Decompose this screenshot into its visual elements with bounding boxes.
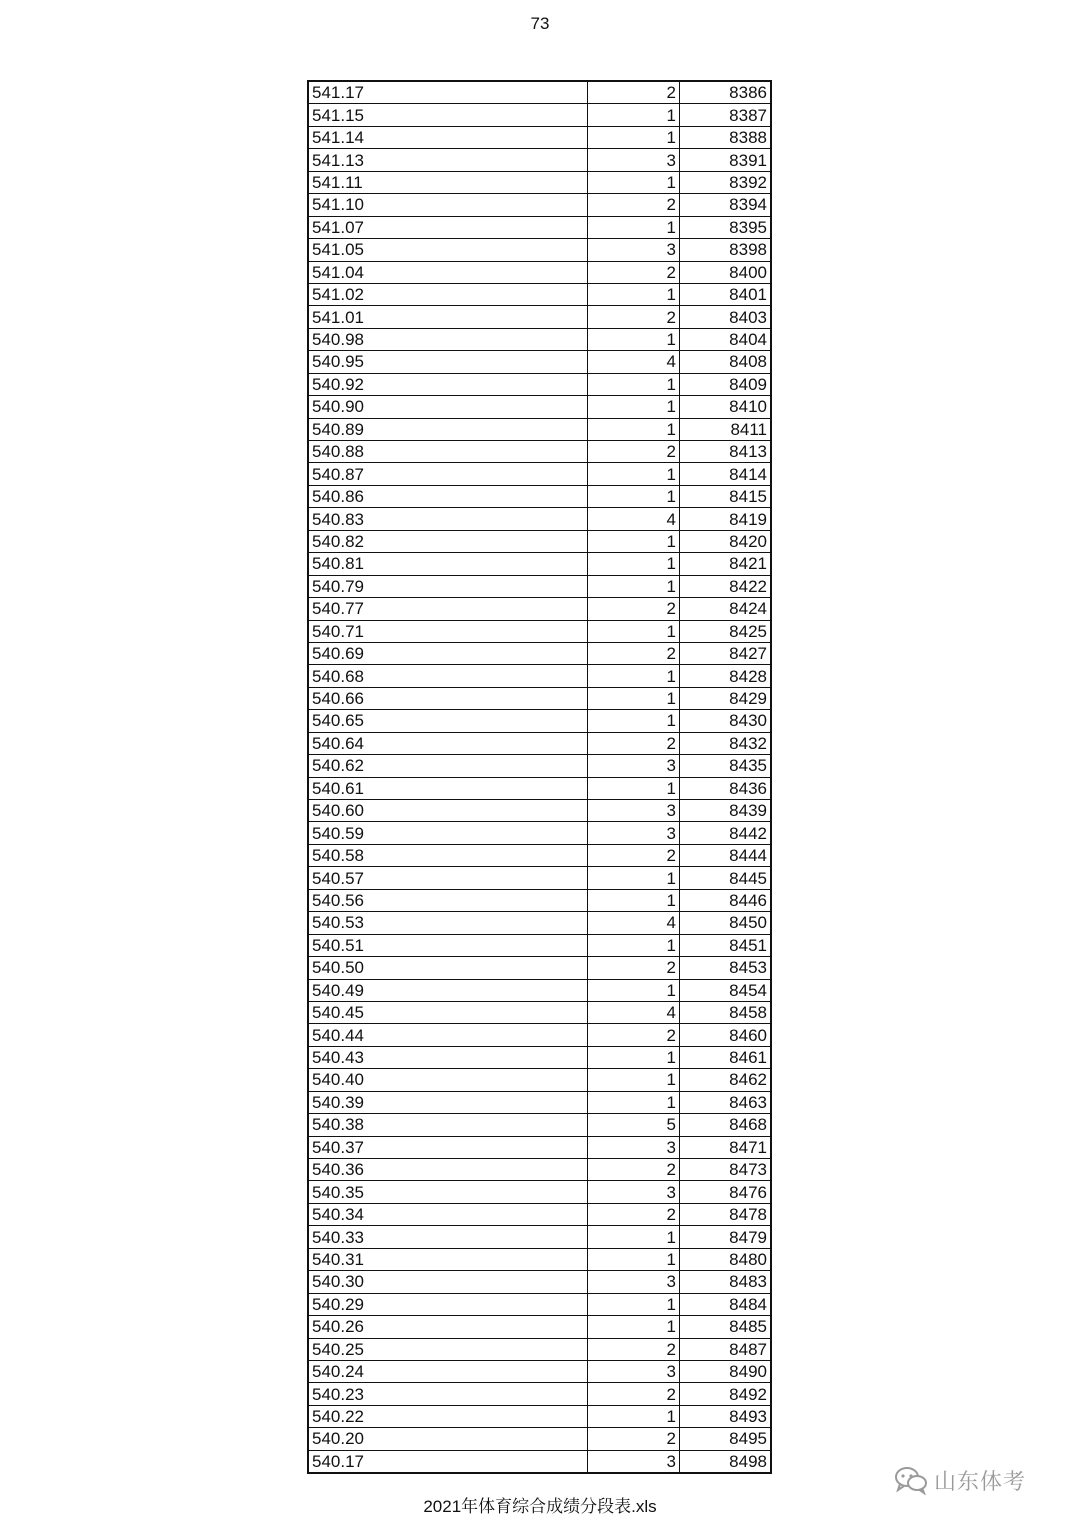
count-cell: 1	[588, 104, 680, 126]
cumulative-cell: 8394	[680, 194, 772, 216]
cumulative-cell: 8391	[680, 149, 772, 171]
count-cell: 1	[588, 1226, 680, 1248]
cumulative-cell: 8421	[680, 553, 772, 575]
score-cell: 540.24	[308, 1360, 588, 1382]
table-row	[308, 979, 771, 1001]
cumulative-cell: 8442	[680, 822, 772, 844]
cumulative-cell: 8446	[680, 889, 772, 911]
count-cell: 1	[588, 530, 680, 552]
table-row	[308, 1136, 771, 1158]
cumulative-cell: 8478	[680, 1203, 772, 1225]
cumulative-cell: 8398	[680, 239, 772, 261]
score-cell: 541.15	[308, 104, 588, 126]
score-cell: 540.33	[308, 1226, 588, 1248]
cumulative-cell: 8471	[680, 1136, 772, 1158]
cumulative-cell: 8403	[680, 306, 772, 328]
table-row	[308, 957, 771, 979]
count-cell: 2	[588, 306, 680, 328]
score-cell: 540.77	[308, 598, 588, 620]
score-cell: 540.61	[308, 777, 588, 799]
cumulative-cell: 8430	[680, 710, 772, 732]
count-cell: 4	[588, 1001, 680, 1023]
cumulative-cell: 8404	[680, 328, 772, 350]
cumulative-cell: 8468	[680, 1114, 772, 1136]
score-cell: 540.36	[308, 1159, 588, 1181]
cumulative-cell: 8463	[680, 1091, 772, 1113]
cumulative-cell: 8476	[680, 1181, 772, 1203]
table-row	[308, 104, 771, 126]
cumulative-cell: 8454	[680, 979, 772, 1001]
count-cell: 4	[588, 351, 680, 373]
cumulative-cell: 8461	[680, 1046, 772, 1068]
count-cell: 3	[588, 1136, 680, 1158]
table-row	[308, 351, 771, 373]
count-cell: 1	[588, 171, 680, 193]
score-cell: 540.87	[308, 463, 588, 485]
count-cell: 1	[588, 396, 680, 418]
score-cell: 540.59	[308, 822, 588, 844]
score-cell: 540.22	[308, 1405, 588, 1427]
table-row	[308, 239, 771, 261]
score-cell: 540.37	[308, 1136, 588, 1158]
score-cell: 540.71	[308, 620, 588, 642]
cumulative-cell: 8462	[680, 1069, 772, 1091]
score-cell: 540.88	[308, 441, 588, 463]
table-row	[308, 800, 771, 822]
cumulative-cell: 8444	[680, 844, 772, 866]
cumulative-cell: 8473	[680, 1159, 772, 1181]
table-row	[308, 283, 771, 305]
count-cell: 3	[588, 239, 680, 261]
score-cell: 541.02	[308, 283, 588, 305]
table-row	[308, 171, 771, 193]
cumulative-cell: 8420	[680, 530, 772, 552]
count-cell: 2	[588, 1383, 680, 1405]
cumulative-cell: 8410	[680, 396, 772, 418]
score-cell: 540.90	[308, 396, 588, 418]
table-row	[308, 194, 771, 216]
table-row	[308, 1428, 771, 1450]
cumulative-cell: 8483	[680, 1271, 772, 1293]
table-row	[308, 441, 771, 463]
score-cell: 540.68	[308, 665, 588, 687]
count-cell: 1	[588, 867, 680, 889]
table-row	[308, 642, 771, 664]
count-cell: 1	[588, 777, 680, 799]
count-cell: 2	[588, 844, 680, 866]
cumulative-cell: 8419	[680, 508, 772, 530]
score-cell: 541.05	[308, 239, 588, 261]
count-cell: 1	[588, 553, 680, 575]
count-cell: 1	[588, 283, 680, 305]
cumulative-cell: 8411	[680, 418, 772, 440]
count-cell: 3	[588, 822, 680, 844]
count-cell: 3	[588, 1271, 680, 1293]
cumulative-cell: 8422	[680, 575, 772, 597]
table-row	[308, 732, 771, 754]
table-row	[308, 755, 771, 777]
score-cell: 540.98	[308, 328, 588, 350]
cumulative-cell: 8413	[680, 441, 772, 463]
table-row	[308, 687, 771, 709]
table-row	[308, 485, 771, 507]
count-cell: 1	[588, 328, 680, 350]
score-cell: 540.30	[308, 1271, 588, 1293]
cumulative-cell: 8492	[680, 1383, 772, 1405]
count-cell: 1	[588, 1069, 680, 1091]
table-row	[308, 126, 771, 148]
cumulative-cell: 8436	[680, 777, 772, 799]
count-cell: 2	[588, 194, 680, 216]
score-cell: 540.89	[308, 418, 588, 440]
score-cell: 540.51	[308, 934, 588, 956]
cumulative-cell: 8495	[680, 1428, 772, 1450]
count-cell: 3	[588, 755, 680, 777]
table-row	[308, 463, 771, 485]
score-cell: 541.11	[308, 171, 588, 193]
count-cell: 2	[588, 81, 680, 104]
cumulative-cell: 8460	[680, 1024, 772, 1046]
table-row	[308, 822, 771, 844]
count-cell: 1	[588, 485, 680, 507]
count-cell: 1	[588, 463, 680, 485]
cumulative-cell: 8425	[680, 620, 772, 642]
count-cell: 1	[588, 1293, 680, 1315]
table-row	[308, 934, 771, 956]
score-cell: 540.44	[308, 1024, 588, 1046]
score-cell: 540.23	[308, 1383, 588, 1405]
table-row	[308, 1181, 771, 1203]
table-row	[308, 1024, 771, 1046]
table-row	[308, 1159, 771, 1181]
cumulative-cell: 8435	[680, 755, 772, 777]
cumulative-cell: 8485	[680, 1316, 772, 1338]
cumulative-cell: 8401	[680, 283, 772, 305]
score-cell: 541.04	[308, 261, 588, 283]
score-cell: 540.82	[308, 530, 588, 552]
score-cell: 540.29	[308, 1293, 588, 1315]
count-cell: 1	[588, 1405, 680, 1427]
table-row	[308, 1091, 771, 1113]
score-cell: 540.50	[308, 957, 588, 979]
count-cell: 2	[588, 1428, 680, 1450]
score-cell: 540.25	[308, 1338, 588, 1360]
count-cell: 2	[588, 441, 680, 463]
table-row	[308, 1338, 771, 1360]
cumulative-cell: 8388	[680, 126, 772, 148]
count-cell: 2	[588, 732, 680, 754]
count-cell: 1	[588, 575, 680, 597]
cumulative-cell: 8408	[680, 351, 772, 373]
footer-filename: 2021年体育综合成绩分段表.xls	[423, 1497, 657, 1516]
score-cell: 541.13	[308, 149, 588, 171]
score-cell: 540.45	[308, 1001, 588, 1023]
table-row	[308, 418, 771, 440]
table-row	[308, 620, 771, 642]
table-row	[308, 912, 771, 934]
table-row	[308, 216, 771, 238]
score-cell: 540.57	[308, 867, 588, 889]
score-cell: 540.83	[308, 508, 588, 530]
score-cell: 540.56	[308, 889, 588, 911]
count-cell: 2	[588, 598, 680, 620]
cumulative-cell: 8487	[680, 1338, 772, 1360]
count-cell: 2	[588, 1024, 680, 1046]
count-cell: 3	[588, 1181, 680, 1203]
count-cell: 1	[588, 1248, 680, 1270]
score-cell: 540.79	[308, 575, 588, 597]
score-cell: 540.62	[308, 755, 588, 777]
cumulative-cell: 8490	[680, 1360, 772, 1382]
table-row	[308, 328, 771, 350]
score-cell: 540.86	[308, 485, 588, 507]
score-cell: 540.20	[308, 1428, 588, 1450]
count-cell: 1	[588, 126, 680, 148]
table-row	[308, 1046, 771, 1068]
table-row	[308, 844, 771, 866]
cumulative-cell: 8432	[680, 732, 772, 754]
count-cell: 2	[588, 1338, 680, 1360]
cumulative-cell: 8400	[680, 261, 772, 283]
table-row	[308, 777, 771, 799]
score-cell: 541.07	[308, 216, 588, 238]
cumulative-cell: 8493	[680, 1405, 772, 1427]
cumulative-cell: 8415	[680, 485, 772, 507]
count-cell: 1	[588, 1046, 680, 1068]
score-cell: 540.66	[308, 687, 588, 709]
score-cell: 540.65	[308, 710, 588, 732]
table-row	[308, 508, 771, 530]
cumulative-cell: 8387	[680, 104, 772, 126]
count-cell: 1	[588, 418, 680, 440]
table-row	[308, 1360, 771, 1382]
count-cell: 4	[588, 912, 680, 934]
score-cell: 540.60	[308, 800, 588, 822]
cumulative-cell: 8428	[680, 665, 772, 687]
score-cell: 540.81	[308, 553, 588, 575]
table-row	[308, 598, 771, 620]
count-cell: 1	[588, 889, 680, 911]
table-row	[308, 1203, 771, 1225]
score-cell: 540.64	[308, 732, 588, 754]
table-row	[308, 1069, 771, 1091]
cumulative-cell: 8414	[680, 463, 772, 485]
cumulative-cell: 8427	[680, 642, 772, 664]
score-cell: 540.53	[308, 912, 588, 934]
watermark-text: 山东体考	[934, 1469, 1027, 1495]
table-row	[308, 889, 771, 911]
cumulative-cell: 8439	[680, 800, 772, 822]
count-cell: 2	[588, 1159, 680, 1181]
table-row	[308, 1271, 771, 1293]
cumulative-cell: 8458	[680, 1001, 772, 1023]
table-row	[308, 1114, 771, 1136]
score-cell: 540.92	[308, 373, 588, 395]
table-row	[308, 1383, 771, 1405]
table-row	[308, 81, 771, 104]
cumulative-cell: 8451	[680, 934, 772, 956]
score-cell: 541.14	[308, 126, 588, 148]
cumulative-cell: 8498	[680, 1450, 772, 1473]
cumulative-cell: 8479	[680, 1226, 772, 1248]
score-cell: 540.69	[308, 642, 588, 664]
cumulative-cell: 8484	[680, 1293, 772, 1315]
cumulative-cell: 8429	[680, 687, 772, 709]
count-cell: 3	[588, 149, 680, 171]
cumulative-cell: 8386	[680, 81, 772, 104]
cumulative-cell: 8392	[680, 171, 772, 193]
table-body	[308, 81, 771, 1473]
score-cell: 540.31	[308, 1248, 588, 1270]
count-cell: 5	[588, 1114, 680, 1136]
score-cell: 540.49	[308, 979, 588, 1001]
table-row	[308, 396, 771, 418]
table-row	[308, 1293, 771, 1315]
count-cell: 1	[588, 934, 680, 956]
cumulative-cell: 8480	[680, 1248, 772, 1270]
score-cell: 540.58	[308, 844, 588, 866]
table-row	[308, 530, 771, 552]
count-cell: 1	[588, 373, 680, 395]
count-cell: 3	[588, 1450, 680, 1473]
cumulative-cell: 8453	[680, 957, 772, 979]
cumulative-cell: 8450	[680, 912, 772, 934]
table-row	[308, 1226, 771, 1248]
score-cell: 541.01	[308, 306, 588, 328]
count-cell: 1	[588, 1091, 680, 1113]
cumulative-cell: 8424	[680, 598, 772, 620]
count-cell: 1	[588, 620, 680, 642]
count-cell: 1	[588, 665, 680, 687]
wechat-icon	[894, 1465, 928, 1495]
table-row	[308, 1316, 771, 1338]
count-cell: 1	[588, 216, 680, 238]
score-cell: 540.34	[308, 1203, 588, 1225]
table-row	[308, 261, 771, 283]
score-cell: 540.43	[308, 1046, 588, 1068]
cumulative-cell: 8395	[680, 216, 772, 238]
count-cell: 3	[588, 800, 680, 822]
count-cell: 1	[588, 687, 680, 709]
count-cell: 2	[588, 642, 680, 664]
count-cell: 4	[588, 508, 680, 530]
table-row	[308, 306, 771, 328]
table-row	[308, 149, 771, 171]
count-cell: 1	[588, 1316, 680, 1338]
score-cell: 540.39	[308, 1091, 588, 1113]
table-row	[308, 575, 771, 597]
score-cell: 541.10	[308, 194, 588, 216]
count-cell: 1	[588, 979, 680, 1001]
table-row	[308, 867, 771, 889]
score-cell: 540.17	[308, 1450, 588, 1473]
count-cell: 3	[588, 1360, 680, 1382]
score-cell: 541.17	[308, 81, 588, 104]
table-row	[308, 1001, 771, 1023]
score-cell: 540.38	[308, 1114, 588, 1136]
table-row	[308, 665, 771, 687]
watermark	[894, 1462, 1064, 1498]
count-cell: 2	[588, 1203, 680, 1225]
count-cell: 2	[588, 957, 680, 979]
score-cell: 540.40	[308, 1069, 588, 1091]
score-distribution-table	[307, 80, 772, 1474]
score-cell: 540.35	[308, 1181, 588, 1203]
count-cell: 2	[588, 261, 680, 283]
table-row	[308, 710, 771, 732]
cumulative-cell: 8409	[680, 373, 772, 395]
table-row	[308, 1450, 771, 1473]
table-row	[308, 1405, 771, 1427]
score-cell: 540.26	[308, 1316, 588, 1338]
score-cell: 540.95	[308, 351, 588, 373]
cumulative-cell: 8445	[680, 867, 772, 889]
table-row	[308, 1248, 771, 1270]
page-number: 73	[530, 14, 550, 33]
table-row	[308, 553, 771, 575]
table-row	[308, 373, 771, 395]
count-cell: 1	[588, 710, 680, 732]
